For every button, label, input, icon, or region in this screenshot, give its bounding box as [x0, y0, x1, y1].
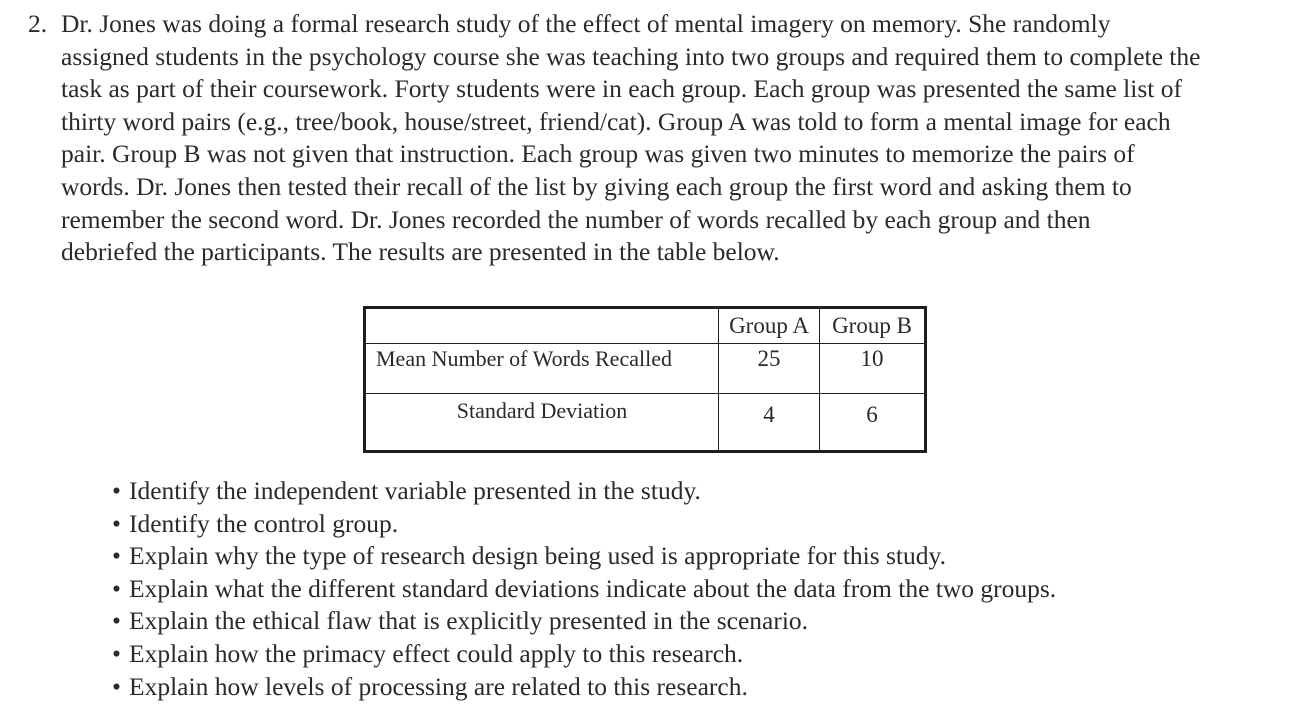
question-number: 2.	[28, 9, 48, 38]
cell-mean-group-b: 10	[820, 344, 926, 394]
results-table	[363, 306, 927, 453]
task-text: Explain the ethical flaw that is explicitly presented in the scenario.	[129, 606, 809, 636]
question-line: assigned students in the psychology course she was teaching into two groups and required them to complete the	[61, 41, 1201, 71]
list-item	[112, 671, 1056, 704]
bullet-icon: •	[112, 606, 121, 636]
question-text	[61, 8, 1298, 269]
list-item	[112, 475, 1056, 508]
list-item	[112, 638, 1056, 671]
bullet-icon: •	[112, 671, 121, 701]
table-row	[365, 344, 926, 394]
list-item	[112, 540, 1056, 573]
table-corner-cell	[365, 308, 719, 344]
task-text: Identify the control group.	[129, 508, 399, 538]
table-header-row	[365, 308, 926, 344]
task-list	[112, 475, 1056, 703]
question-line: task as part of their coursework. Forty students were in each group. Each group was presented the same list of	[61, 74, 1182, 104]
bullet-icon: •	[112, 476, 121, 505]
row-label-mean: Mean Number of Words Recalled	[365, 344, 719, 394]
column-header-group-a: Group A	[719, 308, 820, 344]
column-header-group-b: Group B	[820, 308, 926, 344]
list-item	[112, 573, 1056, 606]
list-item	[112, 605, 1056, 638]
question-line: debriefed the participants. The results are presented in the table below.	[61, 237, 780, 267]
row-label-sd: Standard Deviation	[365, 394, 719, 452]
cell-sd-group-b: 6	[820, 394, 926, 452]
task-text: Explain how levels of processing are related to this research.	[129, 671, 748, 701]
bullet-icon: •	[112, 573, 121, 603]
question-line: thirty word pairs (e.g., tree/book, house/street, friend/cat). Group A was told to form a mental image for each	[61, 106, 1171, 136]
question-line: Dr. Jones was doing a formal research study of the effect of mental imagery on memory. She randomly	[61, 9, 1111, 38]
question-line: remember the second word. Dr. Jones recorded the number of words recalled by each group and then	[61, 204, 1091, 234]
task-text: Explain what the different standard deviations indicate about the data from the two groups.	[129, 573, 1057, 603]
table-row	[365, 394, 926, 452]
bullet-icon: •	[112, 638, 121, 668]
question-line: words. Dr. Jones then tested their recall of the list by giving each group the first word and asking them to	[61, 171, 1132, 201]
task-text: Identify the independent variable presented in the study.	[129, 476, 701, 505]
cell-sd-group-a: 4	[719, 394, 820, 452]
question-line: pair. Group B was not given that instruction. Each group was given two minutes to memorize the pairs of	[61, 139, 1135, 169]
task-text: Explain how the primacy effect could apply to this research.	[129, 638, 744, 668]
list-item	[112, 508, 1056, 541]
bullet-icon: •	[112, 541, 121, 571]
task-text: Explain why the type of research design being used is appropriate for this study.	[129, 541, 946, 571]
cell-mean-group-a: 25	[719, 344, 820, 394]
question-block	[28, 8, 1298, 269]
bullet-icon: •	[112, 508, 121, 538]
